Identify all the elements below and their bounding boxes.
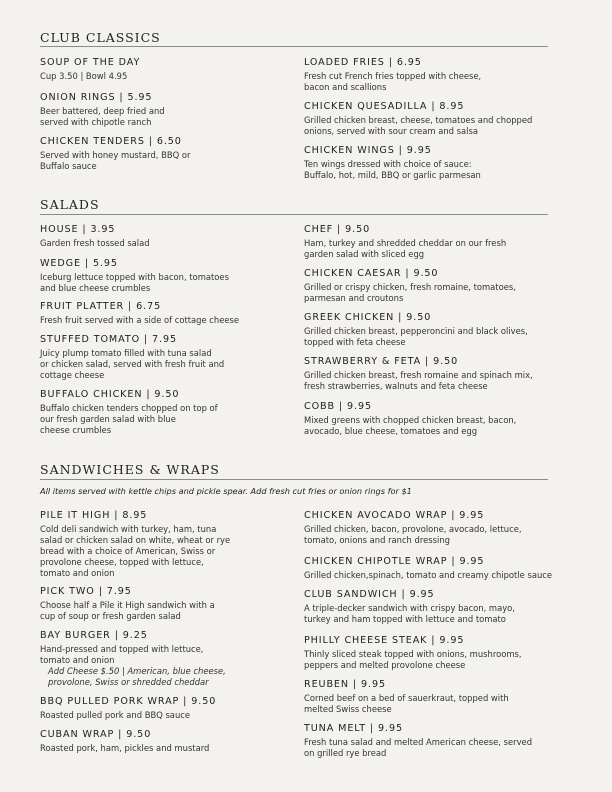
menu-item-name: REUBEN | 9.95 xyxy=(304,679,386,690)
menu-item xyxy=(304,145,554,181)
menu-item-name: GREEK CHICKEN | 9.50 xyxy=(304,312,432,323)
menu-item-name: SOUP OF THE DAY xyxy=(40,57,141,68)
menu-item-name: BAY BURGER | 9.25 xyxy=(40,630,148,641)
club-classics-title: CLUB CLASSICS xyxy=(40,30,161,45)
menu-item-description xyxy=(304,524,554,546)
desc-line: or chicken salad, served with fresh fruit and xyxy=(40,359,225,369)
desc-line: Grilled chicken breast, pepperoncini and black olives, xyxy=(304,326,528,336)
desc-line: Hand-pressed and topped with lettuce, xyxy=(40,644,204,654)
desc-line: Garden fresh tossed salad xyxy=(40,238,150,248)
menu-item-description xyxy=(40,348,280,381)
desc-line: cottage cheese xyxy=(40,370,105,380)
menu-item xyxy=(40,586,280,622)
desc-line: Ten wings dressed with choice of sauce: xyxy=(304,159,472,169)
menu-item-name: ONION RINGS | 5.95 xyxy=(40,92,153,103)
menu-item-description xyxy=(304,238,554,260)
desc-line: parmesan and croutons xyxy=(304,293,404,303)
menu-item xyxy=(40,510,280,579)
menu-item-name: COBB | 9.95 xyxy=(304,401,373,412)
menu-item-description xyxy=(304,115,554,137)
desc-line: Buffalo chicken tenders chopped on top of xyxy=(40,403,218,413)
desc-line: Ham, turkey and shredded cheddar on our fresh xyxy=(304,238,507,248)
menu-item xyxy=(304,635,554,671)
desc-line: Cold deli sandwich with turkey, ham, tuna xyxy=(40,524,217,534)
desc-line: bread with a choice of American, Swiss or xyxy=(40,546,216,556)
menu-item-description xyxy=(304,159,554,181)
menu-item-description xyxy=(304,603,554,625)
desc-line: Corned beef on a bed of sauerkraut, topped with xyxy=(304,693,509,703)
menu-item-description xyxy=(304,415,554,437)
menu-item-description xyxy=(40,315,280,326)
menu-item-name: LOADED FRIES | 6.95 xyxy=(304,57,422,68)
menu-item xyxy=(40,224,280,249)
menu-item-description xyxy=(304,693,554,715)
menu-item xyxy=(304,679,554,715)
menu-item xyxy=(304,57,554,93)
menu-item xyxy=(40,389,280,436)
desc-line: tomato, onions and ranch dressing xyxy=(304,535,450,545)
menu-item xyxy=(304,510,554,546)
menu-item xyxy=(304,224,554,260)
desc-line: Choose half a Pile it High sandwich with a xyxy=(40,600,215,610)
menu-item-name: PICK TWO | 7.95 xyxy=(40,586,132,597)
menu-item-name: WEDGE | 5.95 xyxy=(40,258,118,269)
desc-line: melted Swiss cheese xyxy=(304,704,392,714)
menu-item-name: CHICKEN CAESAR | 9.50 xyxy=(304,268,439,279)
desc-line: and blue cheese crumbles xyxy=(40,283,151,293)
desc-line: Grilled chicken,spinach, tomato and creamy chipotle sauce xyxy=(304,570,553,580)
desc-line: tomato and onion xyxy=(40,568,115,578)
menu-item-name: CLUB SANDWICH | 9.95 xyxy=(304,589,435,600)
addon-line: Add Cheese $.50 | American, blue cheese, xyxy=(48,666,226,676)
menu-item-description xyxy=(304,649,554,671)
menu-item-description xyxy=(40,272,280,294)
desc-line: Grilled chicken breast, cheese, tomatoes and chopped xyxy=(304,115,533,125)
menu-item-description xyxy=(40,710,280,721)
desc-line: Juicy plump tomato filled with tuna salad xyxy=(40,348,212,358)
menu-item-description xyxy=(40,71,280,82)
menu-item xyxy=(40,92,280,128)
salads-divider xyxy=(40,214,548,215)
menu-item-description xyxy=(304,282,554,304)
desc-line: Served with honey mustard, BBQ or xyxy=(40,150,191,160)
menu-item-name: PHILLY CHEESE STEAK | 9.95 xyxy=(304,635,465,646)
sandwiches-divider xyxy=(40,479,548,480)
menu-item xyxy=(304,101,554,137)
desc-line: cheese crumbles xyxy=(40,425,112,435)
addon-line: provolone, Swiss or shredded cheddar xyxy=(48,677,209,687)
menu-item xyxy=(304,556,554,581)
desc-line: Iceburg lettuce topped with bacon, tomatoes xyxy=(40,272,229,282)
desc-line: Cup 3.50 | Bowl 4.95 xyxy=(40,71,128,81)
desc-line: topped with feta cheese xyxy=(304,337,406,347)
menu-item xyxy=(40,57,280,82)
menu-item-description xyxy=(304,326,554,348)
menu-item xyxy=(304,268,554,304)
menu-item-description xyxy=(304,570,554,581)
menu-item-name: CHICKEN WINGS | 9.95 xyxy=(304,145,432,156)
desc-line: onions, served with sour cream and salsa xyxy=(304,126,478,136)
desc-line: avocado, blue cheese, tomatoes and egg xyxy=(304,426,478,436)
menu-item xyxy=(304,589,554,625)
sandwiches-title: SANDWICHES & WRAPS xyxy=(40,462,220,477)
menu-item-name: CHICKEN CHIPOTLE WRAP | 9.95 xyxy=(304,556,485,567)
menu-item-description xyxy=(40,644,280,688)
desc-line: Beer battered, deep fried and xyxy=(40,106,165,116)
menu-item-description xyxy=(40,238,280,249)
desc-line: Roasted pulled pork and BBQ sauce xyxy=(40,710,191,720)
desc-line: peppers and melted provolone cheese xyxy=(304,660,466,670)
menu-item xyxy=(40,630,280,688)
desc-line: Grilled or crispy chicken, fresh romaine, tomatoes, xyxy=(304,282,516,292)
menu-item-name: BUFFALO CHICKEN | 9.50 xyxy=(40,389,180,400)
menu-item-description xyxy=(40,600,280,622)
desc-line: served with chipotle ranch xyxy=(40,117,152,127)
menu-item-description xyxy=(40,524,280,579)
desc-line: Fresh fruit served with a side of cottage cheese xyxy=(40,315,240,325)
desc-line: tomato and onion xyxy=(40,655,115,665)
menu-item xyxy=(40,258,280,294)
menu-item-description xyxy=(304,370,554,392)
menu-item-name: TUNA MELT | 9.95 xyxy=(304,723,403,734)
desc-line: Fresh tuna salad and melted American cheese, served xyxy=(304,737,533,747)
menu-item xyxy=(304,356,554,392)
menu-item xyxy=(40,136,280,172)
desc-line: salad or chicken salad on white, wheat or rye xyxy=(40,535,231,545)
menu-item xyxy=(304,723,554,759)
menu-item xyxy=(304,312,554,348)
desc-line: Thinly sliced steak topped with onions, mushrooms, xyxy=(304,649,522,659)
club-classics-divider xyxy=(40,46,548,47)
menu-item-description xyxy=(40,403,280,436)
menu-item-description xyxy=(40,150,280,172)
desc-line: provolone cheese, topped with lettuce, xyxy=(40,557,204,567)
desc-line: our fresh garden salad with blue xyxy=(40,414,176,424)
menu-item xyxy=(304,401,554,437)
desc-line: on grilled rye bread xyxy=(304,748,387,758)
menu-item-name: STUFFED TOMATO | 7.95 xyxy=(40,334,178,345)
desc-line: Buffalo, hot, mild, BBQ or garlic parmesan xyxy=(304,170,481,180)
menu-item xyxy=(40,729,280,754)
menu-item-description xyxy=(40,743,280,754)
desc-line: A triple-decker sandwich with crispy bacon, mayo, xyxy=(304,603,515,613)
desc-line: turkey and ham topped with lettuce and tomato xyxy=(304,614,506,624)
menu-item-name: FRUIT PLATTER | 6.75 xyxy=(40,301,162,312)
menu-item-name: BBQ PULLED PORK WRAP | 9.50 xyxy=(40,696,217,707)
menu-item-name: STRAWBERRY & FETA | 9.50 xyxy=(304,356,459,367)
menu-item xyxy=(40,334,280,381)
menu-item-description xyxy=(40,106,280,128)
menu-item xyxy=(40,301,280,326)
desc-line: Grilled chicken breast, fresh romaine and spinach mix, xyxy=(304,370,533,380)
desc-line: Grilled chicken, bacon, provolone, avocado, lettuce, xyxy=(304,524,522,534)
desc-line: cup of soup or fresh garden salad xyxy=(40,611,181,621)
salads-title: SALADS xyxy=(40,197,100,212)
menu-item-name: CHICKEN TENDERS | 6.50 xyxy=(40,136,182,147)
sandwiches-note: All items served with kettle chips and pickle spear. Add fresh cut fries or onion rings for $1 xyxy=(40,486,412,496)
menu-item-name: PILE IT HIGH | 8.95 xyxy=(40,510,148,521)
menu-item-name: CUBAN WRAP | 9.50 xyxy=(40,729,152,740)
menu-item-name: HOUSE | 3.95 xyxy=(40,224,116,235)
desc-line: Buffalo sauce xyxy=(40,161,97,171)
menu-item-name: CHICKEN QUESADILLA | 8.95 xyxy=(304,101,465,112)
desc-line: bacon and scallions xyxy=(304,82,387,92)
menu-item-description xyxy=(304,71,554,93)
desc-line: garden salad with sliced egg xyxy=(304,249,425,259)
desc-line: Mixed greens with chopped chicken breast, bacon, xyxy=(304,415,517,425)
menu-item-description xyxy=(304,737,554,759)
desc-line: fresh strawberries, walnuts and feta cheese xyxy=(304,381,488,391)
menu-item-name: CHEF | 9.50 xyxy=(304,224,371,235)
desc-line: Fresh cut French fries topped with cheese, xyxy=(304,71,482,81)
menu-item xyxy=(40,696,280,721)
menu-item-name: CHICKEN AVOCADO WRAP | 9.95 xyxy=(304,510,485,521)
desc-line: Roasted pork, ham, pickles and mustard xyxy=(40,743,210,753)
